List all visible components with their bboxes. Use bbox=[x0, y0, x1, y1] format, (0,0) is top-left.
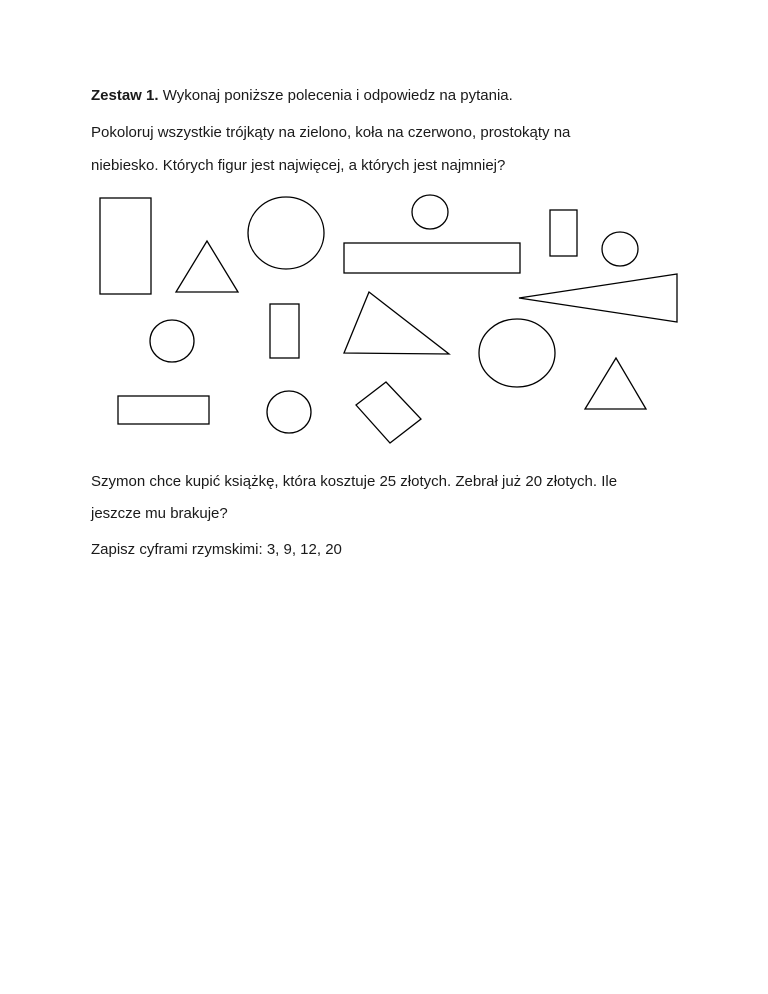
roman-numerals-task: Zapisz cyframi rzymskimi: 3, 9, 12, 20 bbox=[91, 541, 342, 558]
triangle-shape bbox=[344, 292, 449, 354]
triangle-shape bbox=[176, 241, 238, 292]
instruction-line-1: Pokoloruj wszystkie trójkąty na zielono, koła na czerwono, prostokąty na bbox=[91, 124, 571, 141]
problem-line-1: Szymon chce kupić książkę, która kosztuje 25 złotych. Zebrał już 20 złotych. Ile bbox=[91, 473, 618, 490]
rectangle-shape bbox=[356, 382, 421, 443]
triangle-shape bbox=[519, 274, 677, 322]
rectangle-shape bbox=[270, 304, 299, 358]
rectangle-shape bbox=[550, 210, 577, 256]
problem-line-2: jeszcze mu brakuje? bbox=[91, 505, 228, 522]
circle-shape bbox=[248, 197, 324, 269]
circle-shape bbox=[267, 391, 311, 433]
circle-shape bbox=[150, 320, 194, 362]
circle-shape bbox=[479, 319, 555, 387]
instruction-line-2: niebiesko. Których figur jest najwięcej, a których jest najmniej? bbox=[91, 157, 506, 174]
rectangle-shape bbox=[344, 243, 520, 273]
triangle-shape bbox=[585, 358, 646, 409]
circle-shape bbox=[602, 232, 638, 266]
circle-shape bbox=[412, 195, 448, 229]
task-heading-text: Wykonaj poniższe polecenia i odpowiedz na pytania. bbox=[158, 87, 513, 104]
task-heading-bold: Zestaw 1. bbox=[91, 87, 159, 104]
rectangle-shape bbox=[100, 198, 151, 294]
rectangle-shape bbox=[118, 396, 209, 424]
